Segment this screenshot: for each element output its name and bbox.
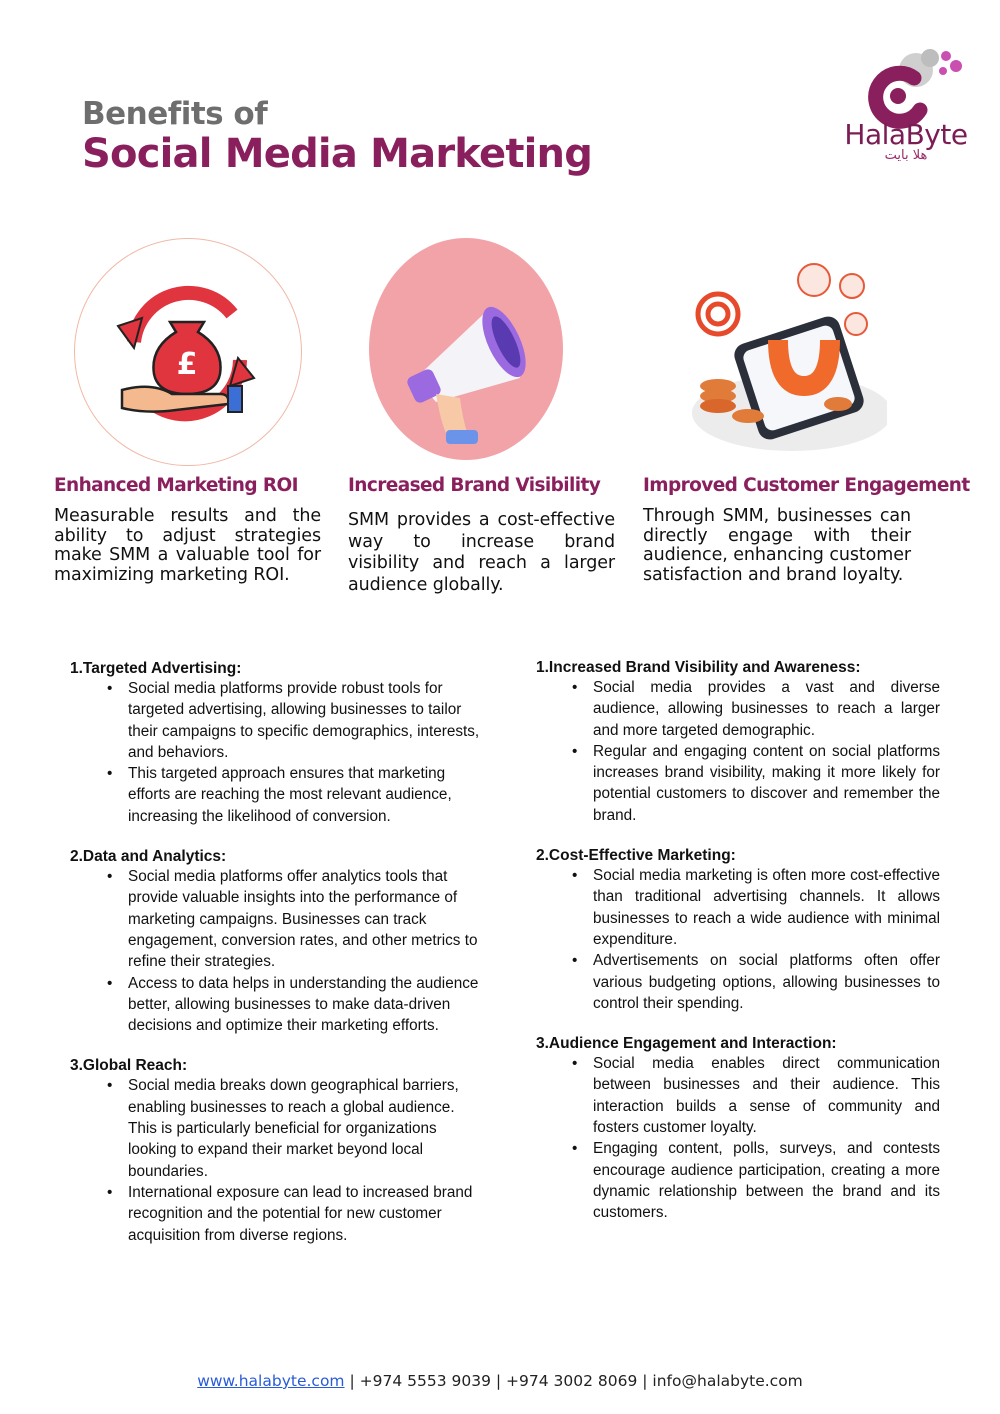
- footer-separator: |: [490, 1372, 507, 1390]
- list-item: • Access to data helps in understanding the audience better, allowing businesses to make data-driven decisions and optimize their marketing efforts.: [128, 973, 480, 1037]
- list-item: • Social media marketing is often more cost-effective than traditional advertising channels. It allows businesses to reach a wide audience with minimal expenditure.: [593, 865, 940, 950]
- section-heading: 3.Audience Engagement and Interaction:: [536, 1035, 837, 1053]
- footer-separator: |: [637, 1372, 653, 1390]
- logo-wordmark: HalaByte: [844, 118, 968, 151]
- bullet-list: [128, 866, 480, 1036]
- phone-1[interactable]: +974 5553 9039: [359, 1372, 491, 1390]
- list-item: • Social media platforms provide robust tools for targeted advertising, allowing businesses to tailor their campaigns to specific demographics, interests, and behaviors.: [128, 678, 480, 763]
- section-heading: 1.Targeted Advertising:: [70, 660, 242, 677]
- right-column: [536, 659, 940, 1224]
- bullet-list: [593, 1053, 940, 1223]
- list-item: • International exposure can lead to increased brand recognition and the potential for new customer acquisition from diverse regions.: [128, 1182, 480, 1246]
- bullet-list: [128, 1075, 480, 1245]
- section-heading: 1.Increased Brand Visibility and Awareness:: [536, 659, 861, 676]
- list-item: • Regular and engaging content on social platforms increases brand visibility, making it more likely for potential customers to discover and remember the brand.: [593, 741, 940, 826]
- phone-2[interactable]: +974 3002 8069: [506, 1372, 638, 1390]
- feature-1-text: Measurable results and the ability to adjust strategies make SMM a valuable tool for maximizing marketing ROI.: [54, 506, 321, 585]
- magnet-engagement-icon: [682, 258, 887, 458]
- logo-arabic-text: هلا بايت: [884, 148, 928, 163]
- list-item: • Social media platforms offer analytics tools that provide valuable insights into the performance of marketing campaigns. Businesses can track engagement, conversion rates, and other metrics to refine their strategies.: [128, 866, 480, 972]
- feature-1-title: Enhanced Marketing ROI: [54, 475, 298, 496]
- list-item: • Social media provides a vast and diverse audience, allowing businesses to reach a larger and more targeted demographic.: [593, 677, 940, 741]
- footer-separator: |: [344, 1372, 360, 1390]
- feature-2-text: SMM provides a cost-effective way to increase brand visibility and reach a larger audience globally.: [348, 510, 615, 595]
- feature-3-title: Improved Customer Engagement: [643, 475, 970, 496]
- feature-3-text: Through SMM, businesses can directly engage with their audience, enhancing customer satisfaction and brand loyalty.: [643, 506, 911, 585]
- left-column: [70, 660, 480, 1246]
- svg-text:£: £: [176, 347, 198, 382]
- list-item: • This targeted approach ensures that marketing efforts are reaching the most relevant audience, increasing the likelihood of conversion.: [128, 763, 480, 827]
- website-link[interactable]: www.halabyte.com: [197, 1372, 345, 1390]
- feature-2-title: Increased Brand Visibility: [348, 475, 601, 496]
- section-heading: 3.Global Reach:: [70, 1057, 188, 1075]
- email-link[interactable]: info@halabyte.com: [652, 1372, 803, 1390]
- bullet-list: [593, 677, 940, 826]
- megaphone-icon: [398, 290, 538, 450]
- list-item: • Engaging content, polls, surveys, and contests encourage audience participation, creating a more dynamic relationship between the brand and its customers.: [593, 1138, 940, 1223]
- footer: [0, 1372, 1000, 1390]
- bullet-list: [128, 678, 480, 827]
- page-title-line2: Social Media Marketing: [82, 131, 593, 177]
- list-item: • Advertisements on social platforms often offer various budgeting options, allowing businesses to control their spending.: [593, 950, 940, 1014]
- bullet-list: [593, 865, 940, 1014]
- section-heading: 2.Data and Analytics:: [70, 848, 227, 866]
- money-bag-hand-icon: [112, 282, 262, 432]
- page-title-line1: Benefits of: [82, 96, 268, 132]
- list-item: • Social media enables direct communication between businesses and their audience. This interaction builds a sense of community and fosters customer loyalty.: [593, 1053, 940, 1138]
- section-heading: 2.Cost-Effective Marketing:: [536, 847, 736, 865]
- list-item: • Social media breaks down geographical barriers, enabling businesses to reach a global audience. This is particularly beneficial for organizations looking to expand their market beyond local boundaries.: [128, 1075, 480, 1181]
